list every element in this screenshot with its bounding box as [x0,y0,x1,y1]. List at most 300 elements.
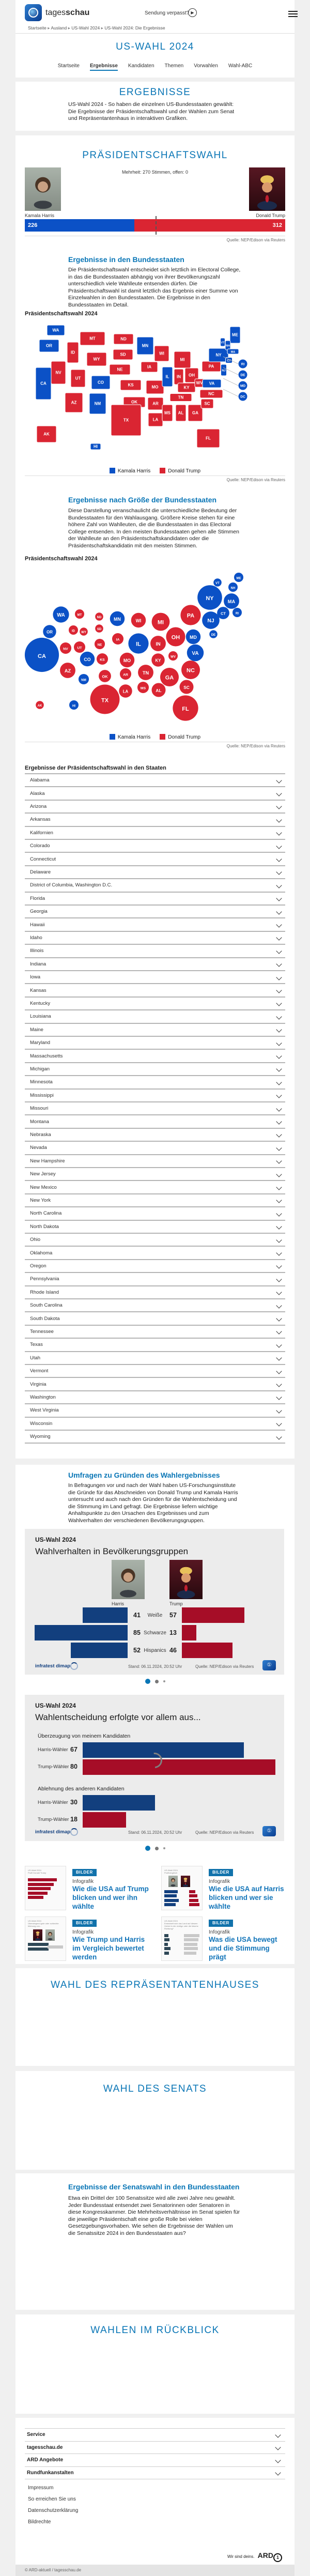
breadcrumb-item[interactable]: Startseite [28,25,47,30]
state-row-label: Rhode Island [30,1289,59,1295]
demo-row-Weiße [25,1607,284,1623]
harris-bar [71,1643,128,1658]
state-accordion-row[interactable] [25,1101,285,1114]
breadcrumb-item[interactable]: US-Wahl 2024 [71,25,100,30]
tab-themen[interactable]: Themen [164,63,184,69]
bubble-label-SD: SD [97,628,102,632]
chevron-down-icon [276,1027,282,1033]
state-row-label: New Mexico [30,1184,57,1190]
chart2-footer [25,1827,284,1839]
state-accordion-row[interactable] [25,970,285,983]
bubble-label-MN: MN [114,616,121,622]
teaser-headline[interactable]: Wie Trump und Harris im Vergleich bewertet werden [72,1936,145,1961]
state-label-ID: ID [71,350,75,355]
bubble-label-AZ: AZ [64,668,71,673]
state-accordion-row[interactable] [25,1220,285,1233]
footer-link-impressum[interactable]: Impressum [28,2485,54,2491]
group-label: Schwarze [144,1630,166,1636]
tab-ergebnisse[interactable]: Ergebnisse [90,63,118,71]
state-accordion-row[interactable] [25,1154,285,1167]
bubble-label-FL: FL [182,706,189,713]
state-label-FL: FL [206,436,211,441]
states-detail-text: Die Präsidentschaftswahl entscheidet sich letztlich im Electoral College, in das die Bundesstaaten abhängig von ihrer Bevölkerungszahl unterschiedlich viele Wahlleute entsenden dürfen. Die Präsidentschaftswahl ist damit letztlich das Ergebnis einer Summe von Einzelwahlen in den Bundesstaaten. Die Ergebnisse in den Bundesstaaten im Detail. [68,267,241,308]
state-row-label: New York [30,1197,51,1203]
electoral-bar-harris: 226 [25,219,134,232]
map2-legend [16,734,295,740]
state-row-label: Mississippi [30,1092,54,1098]
chevron-down-icon [276,922,282,927]
state-accordion-row[interactable] [25,1246,285,1259]
state-label-MT: MT [89,336,96,341]
chevron-down-icon [276,1381,282,1387]
state-row-label: Alaska [30,790,45,796]
state-row-label: Washington [30,1394,56,1400]
bubble-label-NC: NC [187,667,195,674]
chevron-down-icon [276,1066,282,1072]
state-accordion-row[interactable] [25,1417,285,1430]
bubble-label-KS: KS [100,658,105,662]
chevron-down-icon [275,2432,281,2437]
decision-label: Trump-Wähler [38,1764,69,1770]
bilder-badge: BILDER [209,1869,233,1876]
tab-startseite[interactable]: Startseite [57,63,80,69]
us-choropleth-map[interactable] [21,320,292,468]
trump-bar [182,1625,196,1640]
state-row-label: Connecticut [30,856,56,862]
teaser-card[interactable] [161,1866,287,1912]
state-label-HI: HI [94,444,98,449]
chevron-down-icon [276,935,282,941]
infratest-spinner-icon-2 [70,1828,78,1836]
state-accordion-row[interactable] [25,1206,285,1219]
state-row-label: District of Columbia, Washington D.C. [30,882,113,888]
state-accordion-row[interactable] [25,1325,285,1338]
carousel-dots-2[interactable] [16,1846,295,1851]
chevron-down-icon [276,1158,282,1164]
chevron-down-icon [276,1329,282,1335]
state-label-MS: MS [164,410,171,416]
bubble-label-AL: AL [156,687,162,693]
bubble-label-CO: CO [84,656,91,662]
infratest-logo-2: infratest dimap [35,1829,71,1835]
chevron-down-icon [276,830,282,836]
state-accordion-row[interactable] [25,826,285,839]
state-accordion-row[interactable] [25,1128,285,1141]
senate-title: WAHL DES SENATS [103,2083,207,2094]
chevron-down-icon [276,882,282,888]
bubble-label-MI: MI [158,619,164,626]
page-title: US-WAHL 2024 [116,41,194,52]
harris-bar [35,1625,128,1640]
legend-harris-2: Kamala Harris [110,734,150,740]
app-logo[interactable] [25,4,42,21]
state-accordion-row[interactable] [25,1062,285,1075]
play-icon[interactable]: ▶ [188,8,197,17]
state-accordion-row[interactable] [25,800,285,812]
teaser-kicker: Infografik [72,1929,94,1935]
state-label-NJ: NJ [222,369,226,373]
trump-bar [182,1607,244,1623]
bilder-badge: BILDER [209,1920,233,1927]
state-accordion-row[interactable] [25,1351,285,1364]
chevron-down-icon [276,1407,282,1413]
senate-results-heading: Ergebnisse der Senatswahl in den Bundesstaaten [68,2183,240,2191]
legend-trump: Donald Trump [160,468,200,474]
chevron-down-icon [276,1145,282,1151]
teaser-card[interactable] [161,1916,287,1963]
state-label-CT: CT [227,359,231,363]
bubble-label-IA: IA [116,638,120,642]
majority-marker [156,216,157,235]
state-label-OK: OK [131,400,137,405]
state-accordion-row[interactable] [25,1377,285,1390]
bubble-label-MA: MA [227,599,236,604]
state-row-label: Illinois [30,948,44,954]
demo-row-Schwarze [25,1625,284,1640]
group-label: Hispanics [144,1648,166,1653]
brand-regular: tages [45,8,66,17]
footer-accordion-label: ARD Angebote [27,2457,64,2463]
polls-text: In Befragungen vor und nach der Wahl haben US-Forschungsinstitute die Gründe für das Abschneiden von Donald Trump und Kamala Harris untersucht und auch nach den Gründen für die Wahlentscheidung und die Stimmung im Land gefragt. Die Ergebnisse liefern wichtige Anhaltspunkte zu den Ursachen des Ergebnisses und zum Wahlverhalten der verschiedenen Bevölkerungsgruppen. [68,1482,238,1524]
state-label-IA: IA [147,364,151,370]
bubble-label-AR: AR [123,673,128,677]
chevron-down-icon [276,1315,282,1321]
tab-kandidaten[interactable]: Kandidaten [128,63,154,69]
state-label-KS: KS [128,382,134,388]
trump-bar [182,1643,233,1658]
trump-value: 46 [169,1647,177,1654]
state-label-MI: MI [180,357,185,362]
footer-accordion-service[interactable] [25,2428,285,2441]
state-accordion-row[interactable] [25,839,285,852]
footer-accordion-label: tagesschau.de [27,2444,63,2450]
ard-mini-logo-2: ① [262,1826,276,1836]
chevron-down-icon [276,1276,282,1282]
states-detail-heading: Ergebnisse in den Bundesstaaten [68,255,184,264]
bubble-label-IN: IN [156,641,161,647]
teaser-headline[interactable]: Wie die USA auf Harris blicken und wer sie wählte [209,1885,284,1910]
state-accordion-row[interactable] [25,931,285,944]
bubble-label-NJ: NJ [207,618,214,624]
teaser-card[interactable] [25,1916,151,1963]
state-accordion-row[interactable] [25,773,285,786]
chevron-down-icon [276,1237,282,1243]
state-row-label: Alabama [30,777,50,784]
chevron-down-icon [276,817,282,822]
state-row-label: Virginia [30,1381,47,1387]
chevron-down-icon [276,1394,282,1400]
decision-value: 18 [70,1816,78,1823]
state-label-ND: ND [120,336,127,342]
footer-link-bildrechte[interactable]: Bildrechte [28,2519,51,2525]
harris-value: 52 [133,1647,141,1654]
state-accordion-row[interactable] [25,957,285,970]
teaser-kicker: Infografik [209,1879,230,1884]
teaser-thumbnail: US-Wahl 2024 Entwickelt sich das Land auf diesem Gebiet in die richtige oder die falsche Richtung? [161,1916,203,1961]
state-accordion-row[interactable] [25,944,285,957]
harris-bar [83,1607,128,1623]
copyright-text: © ARD-aktuell / tagesschau.de [25,2568,82,2572]
chart2-group1-label: Überzeugung von meinem Kandidaten [38,1733,131,1739]
footer-accordion-ard-angebote[interactable] [25,2454,285,2466]
trump-value: 57 [169,1612,177,1619]
state-row-label: Vermont [30,1368,49,1374]
legend-harris: Kamala Harris [110,468,150,474]
state-label-IL: IL [165,374,169,379]
state-row-label: Oregon [30,1263,47,1269]
chevron-down-icon [276,1263,282,1269]
intro-title: ERGEBNISSE [119,87,191,98]
bubble-label-ME: ME [236,577,241,580]
footer-link-so-erreichen-sie-uns[interactable]: So erreichen Sie uns [28,2496,76,2502]
state-accordion-row[interactable] [25,1075,285,1088]
chart1-harris-photo [112,1560,145,1599]
chart2-title: Wahlentscheidung erfolgte vor allem aus... [35,1712,201,1722]
chart1-kicker: US-Wahl 2024 [35,1536,76,1543]
chevron-down-icon [276,909,282,914]
electoral-bar-trump: 312 [134,219,285,232]
state-label-PA: PA [208,364,214,369]
legend-trump-2: Donald Trump [160,734,200,740]
bubble-label-OR: OR [47,630,53,635]
chevron-down-icon [276,856,282,862]
state-accordion-row[interactable] [25,1088,285,1101]
bubble-label-DE: DE [211,634,216,637]
state-row-label: Wisconsin [30,1420,53,1427]
state-accordion-row[interactable] [25,1167,285,1180]
intro-text: US-Wahl 2024 - So haben die einzelnen US-Bundesstaaten gewählt: Die Ergebnisse der Präsidentschaftswahl und der Wahlen zum Senat und Repräsentantenhaus in interaktiven Grafiken. [68,101,235,122]
tab-vorwahlen[interactable]: Vorwahlen [194,63,218,69]
bubble-label-MS: MS [140,686,146,691]
trump-photo [249,167,285,211]
harris-value: 85 [133,1629,141,1636]
menu-icon[interactable] [288,9,298,19]
bubble-label-NM: NM [81,678,86,682]
bubble-label-PA: PA [187,612,195,619]
state-accordion-row[interactable] [25,917,285,930]
state-accordion-row[interactable] [25,1298,285,1311]
state-accordion-row[interactable] [25,1311,285,1324]
state-label-AZ: AZ [71,400,77,405]
chevron-down-icon [276,777,282,783]
state-label-OR: OR [46,343,52,348]
chevron-down-icon [276,1210,282,1216]
bubble-label-CA: CA [38,653,46,660]
chevron-down-icon [276,790,282,796]
state-label-WA: WA [52,328,59,333]
state-row-label: Kalifornien [30,830,53,836]
breadcrumb-item[interactable]: Ausland [51,25,67,30]
teaser-thumbnail: US-Wahl 2024 Profilvergleich [161,1866,203,1910]
carousel-dots-1[interactable] [16,1679,295,1684]
state-accordion-row[interactable] [25,1259,285,1272]
polls-card [16,1465,295,1964]
state-label-WI: WI [159,351,164,356]
state-row-label: Arkansas [30,817,51,823]
bubble-label-OH: OH [171,634,180,641]
chevron-down-icon [276,1198,282,1203]
chevron-down-icon [276,1106,282,1111]
state-label-NE: NE [117,367,123,372]
bubble-label-WA: WA [57,612,65,619]
state-accordion-row[interactable] [25,904,285,917]
chevron-down-icon [276,1250,282,1255]
breadcrumb-separator-icon: ▸ [68,25,70,30]
demo-row-Hispanics [25,1643,284,1658]
teaser-thumbnail: US-Wahl 2024 Profil Donald Trump [25,1866,66,1910]
teaser-thumbnail: US-Wahl 2024 Überwiegend gute oder schlechte Meinung von... [25,1916,66,1961]
harris-value: 41 [133,1612,141,1619]
bilder-badge: BILDER [72,1920,97,1927]
state-row-label: New Hampshire [30,1158,65,1164]
chevron-down-icon [275,2470,281,2475]
bubble-label-ID: ID [72,630,75,633]
chevron-down-icon [276,1342,282,1347]
brand-bold: schau [66,8,90,17]
chevron-down-icon [276,869,282,875]
chevron-down-icon [276,804,282,809]
state-accordion-row[interactable] [25,1403,285,1416]
state-accordion-row[interactable] [25,1285,285,1298]
decision-row [25,1795,284,1811]
ard-claim: Wir sind deins. [227,2554,255,2559]
state-accordion-row[interactable] [25,1193,285,1206]
state-row-label: Montana [30,1118,49,1125]
trump-name: Donald Trump [256,213,285,218]
breadcrumb-item[interactable]: US-Wahl 2024: Die Ergebnisse [104,25,165,30]
state-label-AL: AL [178,410,184,416]
bubble-label-RI: RI [236,612,239,616]
chart1-source: Quelle: NEP/Edison via Reuters [195,1664,254,1669]
state-accordion-row[interactable] [25,1023,285,1036]
state-label-NV: NV [55,370,61,375]
harris-color-swatch [110,468,115,473]
state-accordion-row[interactable] [25,1049,285,1062]
state-label-DE: DE [240,373,245,377]
state-accordion-row[interactable] [25,983,285,996]
state-accordion-row[interactable] [25,1272,285,1285]
state-accordion-row[interactable] [25,1141,285,1154]
decision-label: Harris-Wähler [38,1747,68,1753]
chevron-down-icon [276,1079,282,1085]
state-accordion-row[interactable] [25,852,285,865]
brand-wordmark[interactable] [45,8,89,18]
state-accordion-row[interactable] [25,865,285,878]
bubble-chart-label: Präsidentschaftswahl 2024 [25,556,98,562]
bubble-label-WI: WI [135,618,142,623]
state-label-MO: MO [151,385,159,390]
decision-bar [83,1812,126,1828]
trump-value: 13 [169,1629,177,1636]
state-accordion-row[interactable] [25,1180,285,1193]
state-accordion-row[interactable] [25,1233,285,1246]
state-label-OH: OH [189,373,195,378]
bubble-label-WY: WY [81,631,86,635]
state-accordion-row[interactable] [25,996,285,1009]
state-row-label: Minnesota [30,1079,53,1085]
bar-source: Quelle: NEP/Edison via Reuters [226,238,285,242]
breadcrumb-separator-icon: ▸ [101,25,103,30]
state-accordion-row[interactable] [25,892,285,904]
chevron-down-icon [276,974,282,980]
teaser-card[interactable] [25,1866,151,1912]
state-label-AK: AK [43,432,50,437]
bubble-label-SC: SC [183,684,190,690]
footer-accordion-tagesschau-de[interactable] [25,2441,285,2454]
state-label-WV: WV [196,380,203,386]
bubble-label-CT: CT [221,611,226,616]
bubble-label-MT: MT [77,614,82,617]
ard-brand [227,2551,282,2562]
state-accordion-row[interactable] [25,878,285,891]
accordion-label: Ergebnisse der Präsidentschaftswahl in den Staaten [25,765,166,771]
state-accordion-row[interactable] [25,1430,285,1443]
state-row-label: Nebraska [30,1131,51,1138]
chevron-down-icon [276,1053,282,1059]
chart1-trump-photo [169,1560,203,1599]
chart2-source: Quelle: NEP/Edison via Reuters [195,1830,254,1835]
state-label-RI: RI [241,362,245,366]
chevron-down-icon [275,2444,281,2450]
state-accordion-row[interactable] [25,1338,285,1351]
chart1-harris-label: Harris [112,1601,124,1606]
us-bubble-cartogram[interactable] [21,566,292,731]
state-accordion-row[interactable] [25,1390,285,1403]
bubble-label-ND: ND [97,616,102,620]
bubble-label-WV: WV [171,655,176,659]
sendung-verpasst-link[interactable]: Sendung verpasst? [145,10,190,16]
teaser-kicker: Infografik [72,1879,94,1884]
tab-wahl-abc[interactable]: Wahl-ABC [228,63,253,69]
footer-accordion-rundfunkanstalten[interactable] [25,2466,285,2479]
teaser-headline[interactable]: Wie die USA auf Trump blicken und wer ihn wählte [72,1885,149,1910]
state-row-label: Wyoming [30,1434,51,1440]
bubble-label-MD: MD [190,634,197,640]
decision-label: Trump-Wähler [38,1817,69,1822]
state-label-TX: TX [123,418,129,423]
state-row-label: Kansas [30,987,47,993]
bubble-label-HI: HI [72,704,75,708]
state-accordion-row[interactable] [25,786,285,799]
state-row-label: Utah [30,1355,41,1361]
footer-link-datenschutzerkl-rung[interactable]: Datenschutzerklärung [28,2508,79,2513]
state-accordion-row[interactable] [25,1009,285,1022]
state-accordion-row[interactable] [25,1364,285,1377]
state-row-label: Colorado [30,843,50,849]
ard-one-icon: 1 [273,2553,282,2562]
header-divider [16,33,295,34]
majority-note: Mehrheit: 270 Stimmen, offen: 0 [122,170,188,175]
decision-value: 80 [70,1763,78,1770]
chevron-down-icon [276,1355,282,1361]
state-row-label: South Dakota [30,1315,60,1322]
bubble-label-AK: AK [37,704,42,708]
state-row-label: South Carolina [30,1302,63,1309]
chevron-down-icon [276,1001,282,1006]
chevron-down-icon [276,961,282,967]
state-accordion-row[interactable] [25,1036,285,1049]
footer-card [16,2418,295,2576]
teaser-headline[interactable]: Was die USA bewegt und die Stimmung prägt [209,1936,277,1961]
state-accordion-row[interactable] [25,1114,285,1127]
state-row-label: Ohio [30,1237,41,1243]
state-accordion-row[interactable] [25,812,285,825]
footer-accordion-label: Rundfunkanstalten [27,2470,74,2476]
bubble-label-NE: NE [97,643,102,647]
state-label-UT: UT [75,376,81,381]
state-label-CA: CA [40,381,47,386]
chevron-down-icon [275,2457,281,2463]
